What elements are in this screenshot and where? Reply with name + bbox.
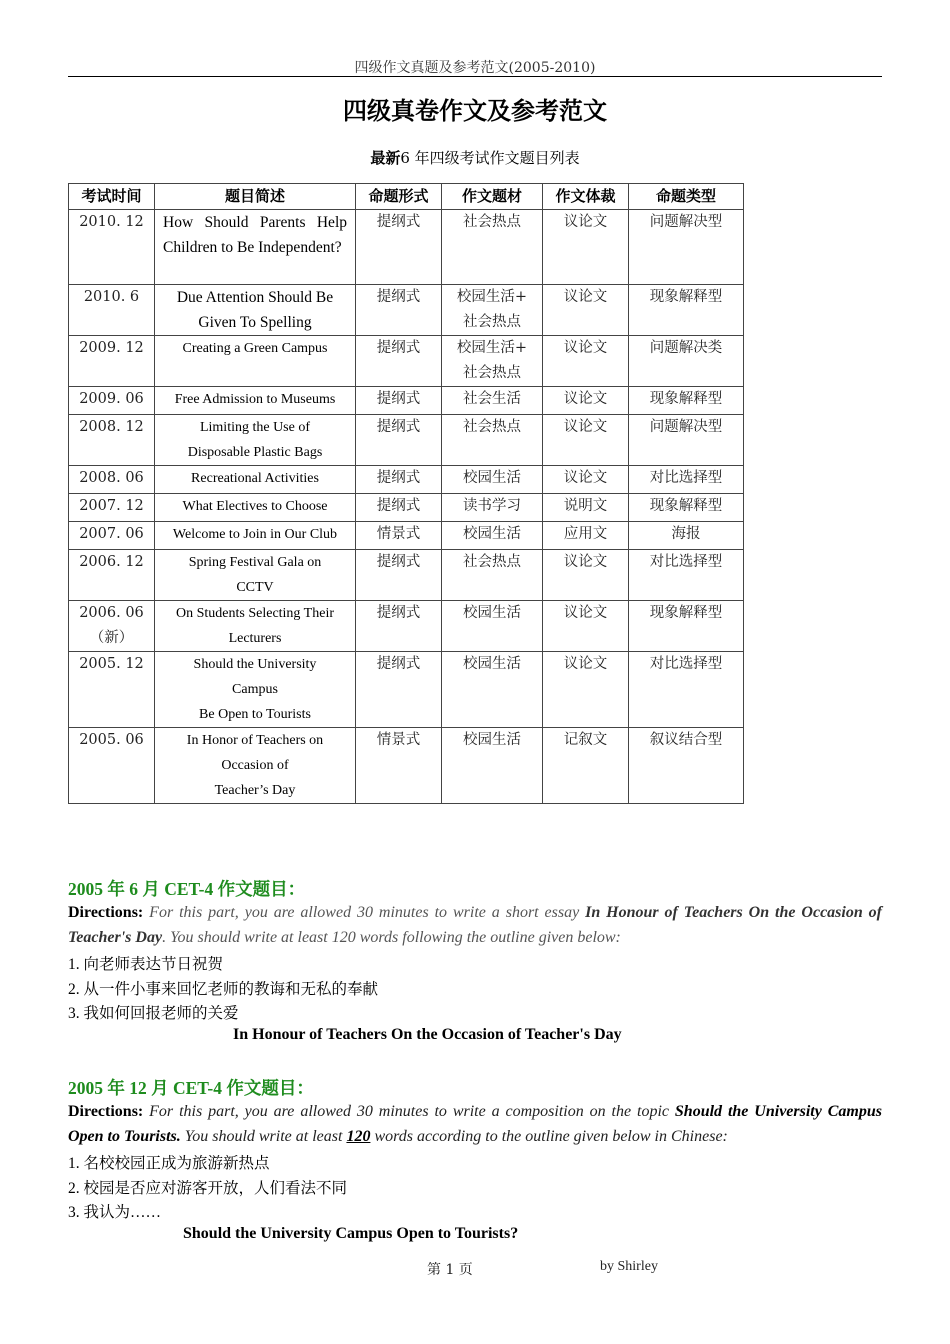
cell-subject-line: 校园生活+: [456, 340, 528, 356]
cell-date-note: （新）: [89, 630, 134, 646]
cell-form: 情景式: [356, 728, 442, 804]
cell-topic-line: Limiting the Use of: [199, 420, 311, 435]
table-caption: [68, 147, 882, 168]
footer-author: by Shirley: [600, 1259, 658, 1274]
cell-form: 提纲式: [356, 550, 442, 601]
cell-form: 提纲式: [356, 601, 442, 652]
essay-title-2005-12: Should the University Campus Open to Tourists?: [183, 1225, 519, 1242]
directions-text: words according to the outline given below in Chinese:: [374, 1128, 728, 1145]
cell-subject: 校园生活: [442, 522, 543, 550]
cell-type: 现象解释型: [629, 601, 744, 652]
table-row: [69, 522, 744, 550]
cell-type: 对比选择型: [629, 652, 744, 728]
cell-topic-line: Occasion of: [221, 758, 289, 773]
header-form: 命题形式: [356, 184, 442, 210]
outline-item: 1. 名校校园正成为旅游新热点: [68, 1155, 270, 1172]
table-row: [69, 415, 744, 466]
cell-topic-line: Spring Festival Gala on: [188, 555, 322, 570]
directions-2005-12: [68, 1099, 882, 1149]
cell-genre: 记叙文: [543, 728, 629, 804]
directions-2005-06: [68, 900, 882, 950]
cell-date: 2007. 06: [69, 522, 155, 550]
outline-item: 3. 我如何回报老师的关爱: [68, 1005, 239, 1022]
cell-subject: [442, 285, 543, 336]
cell-subject: 读书学习: [442, 494, 543, 522]
cell-genre: 议论文: [543, 210, 629, 285]
cell-genre: 议论文: [543, 415, 629, 466]
cell-topic: What Electives to Choose: [155, 494, 356, 522]
table-row: [69, 210, 744, 285]
header-type: 命题类型: [629, 184, 744, 210]
cell-genre: 应用文: [543, 522, 629, 550]
cell-subject: 校园生活: [442, 728, 543, 804]
footer-page-number: 第 1 页: [427, 1262, 473, 1278]
cell-type: 对比选择型: [629, 550, 744, 601]
cell-subject-line: 社会热点: [463, 365, 521, 381]
cell-type: 问题解决型: [629, 415, 744, 466]
cell-form: 提纲式: [356, 415, 442, 466]
cell-genre: 议论文: [543, 285, 629, 336]
cell-topic: [155, 550, 356, 601]
cell-subject: [442, 336, 543, 387]
cell-genre: 议论文: [543, 652, 629, 728]
cell-genre: 议论文: [543, 550, 629, 601]
cell-type: 叙议结合型: [629, 728, 744, 804]
cell-date: [69, 601, 155, 652]
directions-word-count: 120: [346, 1128, 371, 1145]
cell-topic: [155, 285, 356, 336]
cell-date: 2008. 12: [69, 415, 155, 466]
cell-date: 2005. 12: [69, 652, 155, 728]
table-row: [69, 387, 744, 415]
cell-subject: 校园生活: [442, 652, 543, 728]
cell-form: 提纲式: [356, 494, 442, 522]
exam-topics-table: [68, 183, 744, 804]
cell-date: 2010. 6: [69, 285, 155, 336]
cell-date: 2006. 12: [69, 550, 155, 601]
cell-subject: 社会生活: [442, 387, 543, 415]
cell-subject: 社会热点: [442, 210, 543, 285]
cell-subject-line: 校园生活+: [456, 289, 528, 305]
document-title: 四级真卷作文及参考范文: [343, 97, 607, 125]
cell-topic: Free Admission to Museums: [155, 387, 356, 415]
cell-form: 提纲式: [356, 466, 442, 494]
table-row: [69, 728, 744, 804]
cell-topic: Creating a Green Campus: [155, 336, 356, 387]
cell-topic: Recreational Activities: [155, 466, 356, 494]
directions-label: Directions:: [68, 1103, 144, 1120]
table-row: [69, 285, 744, 336]
cell-type: 现象解释型: [629, 387, 744, 415]
running-header: 四级作文真题及参考范文(2005-2010): [354, 60, 596, 76]
cell-genre: 议论文: [543, 601, 629, 652]
cell-form: 提纲式: [356, 285, 442, 336]
cell-genre: 议论文: [543, 387, 629, 415]
table-caption-text: 6 年四级考试作文题目列表: [400, 149, 580, 167]
outline-item: 3. 我认为……: [68, 1204, 162, 1221]
cell-topic-line: On Students Selecting Their: [176, 606, 334, 621]
cell-topic-line: Lecturers: [228, 631, 282, 646]
cell-form: 情景式: [356, 522, 442, 550]
essay-title-2005-06: In Honour of Teachers On the Occasion of Teacher's Day: [233, 1026, 622, 1043]
section-title-2005-12: 2005 年 12 月 CET-4 作文题目：: [68, 1078, 314, 1098]
cell-topic: [155, 601, 356, 652]
cell-genre: 议论文: [543, 466, 629, 494]
table-caption-bold: 最新: [370, 149, 401, 167]
cell-topic-line: Teacher’s Day: [214, 783, 296, 798]
table-row: [69, 601, 744, 652]
directions-text: For this part, you are allowed 30 minutes to write a short essay: [149, 904, 580, 921]
cell-type: 海报: [629, 522, 744, 550]
header-rule: [68, 76, 882, 77]
cell-form: 提纲式: [356, 336, 442, 387]
header-date: 考试时间: [69, 184, 155, 210]
table-row: [69, 494, 744, 522]
cell-type: 问题解决类: [629, 336, 744, 387]
cell-date: 2005. 06: [69, 728, 155, 804]
cell-topic-line: Campus: [232, 682, 278, 697]
cell-subject: 校园生活: [442, 466, 543, 494]
cell-date: 2010. 12: [69, 210, 155, 285]
cell-form: 提纲式: [356, 652, 442, 728]
header-subject: 作文题材: [442, 184, 543, 210]
outline-item: 2. 从一件小事来回忆老师的教诲和无私的奉献: [68, 981, 379, 998]
cell-type: 现象解释型: [629, 494, 744, 522]
section-title-2005-06: 2005 年 6 月 CET-4 作文题目：: [68, 879, 306, 899]
table-row: [69, 336, 744, 387]
cell-type: 现象解释型: [629, 285, 744, 336]
cell-topic: Welcome to Join in Our Club: [155, 522, 356, 550]
cell-topic-line: In Honor of Teachers on: [186, 733, 324, 748]
cell-type: 对比选择型: [629, 466, 744, 494]
directions-text: You should write at least: [184, 1128, 343, 1145]
cell-subject: 社会热点: [442, 415, 543, 466]
cell-date-line: 2006. 06: [79, 605, 144, 621]
cell-genre: 议论文: [543, 336, 629, 387]
directions-text: For this part, you are allowed 30 minutes to write a composition on the topic: [149, 1103, 669, 1120]
cell-type: 问题解决型: [629, 210, 744, 285]
cell-form: 提纲式: [356, 210, 442, 285]
table-row: [69, 652, 744, 728]
header-topic: 题目简述: [155, 184, 356, 210]
cell-date: 2007. 12: [69, 494, 155, 522]
cell-topic-line: Be Open to Tourists: [199, 707, 311, 722]
cell-subject: 校园生活: [442, 601, 543, 652]
cell-topic: [155, 728, 356, 804]
cell-topic: [155, 415, 356, 466]
outline-item: 2. 校园是否应对游客开放，人们看法不同: [68, 1180, 348, 1197]
cell-topic-line: Disposable Plastic Bags: [187, 445, 323, 460]
cell-topic-line: CCTV: [236, 580, 274, 595]
directions-text: . You should write at least 120 words following the outline given below:: [162, 929, 621, 946]
table-row: [69, 550, 744, 601]
directions-topic: In Honour of Teachers On the Occasion of Teacher's Day: [68, 904, 882, 946]
cell-genre: 说明文: [543, 494, 629, 522]
cell-topic-line: Given To Spelling: [198, 314, 312, 331]
cell-subject-line: 社会热点: [463, 314, 521, 330]
header-genre: 作文体裁: [543, 184, 629, 210]
cell-topic-line: Due Attention Should Be: [176, 289, 334, 306]
cell-topic-line: Should the University: [193, 657, 317, 672]
cell-subject: 社会热点: [442, 550, 543, 601]
outline-item: 1. 向老师表达节日祝贺: [68, 956, 224, 973]
cell-topic: How Should Parents Help Children to Be Independent?: [155, 210, 356, 285]
directions-label: Directions:: [68, 904, 144, 921]
cell-date: 2009. 12: [69, 336, 155, 387]
directions-topic: Should the University Campus Open to Tourists.: [68, 1103, 882, 1145]
cell-form: 提纲式: [356, 387, 442, 415]
cell-topic: [155, 652, 356, 728]
cell-date: 2008. 06: [69, 466, 155, 494]
cell-date: 2009. 06: [69, 387, 155, 415]
table-header-row: [69, 184, 744, 210]
table-row: [69, 466, 744, 494]
